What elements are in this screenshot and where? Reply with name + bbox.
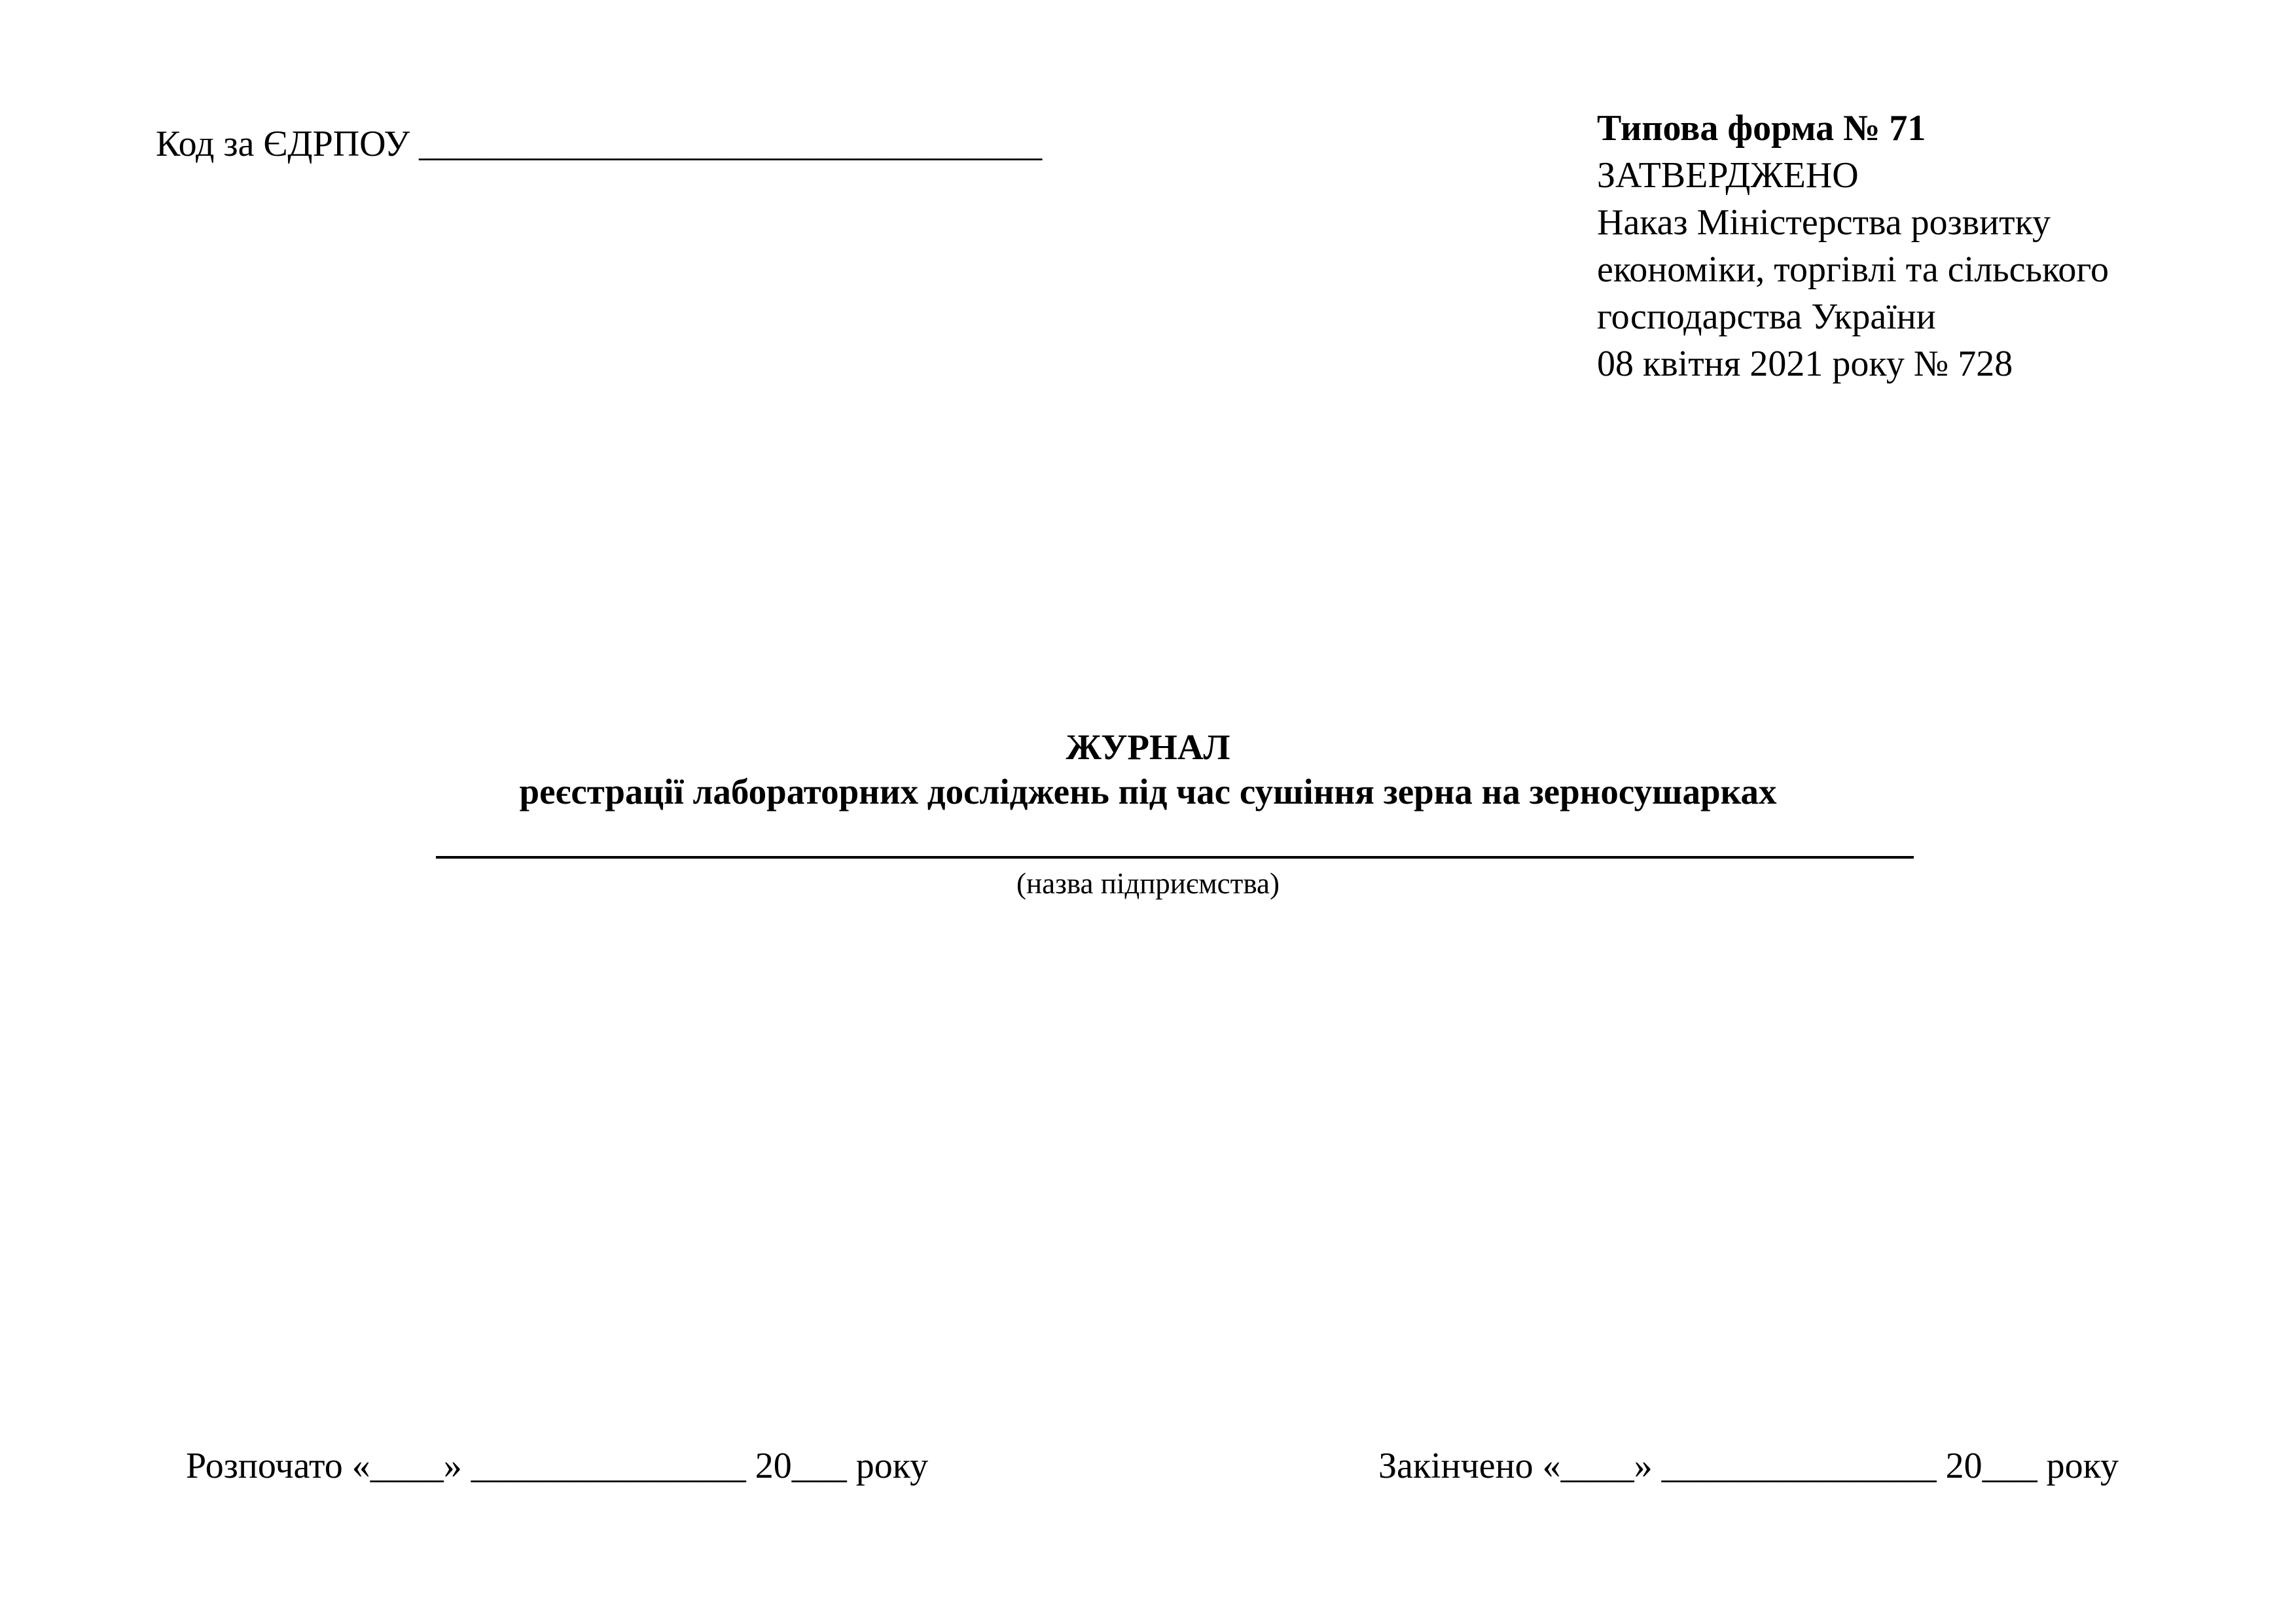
journal-title: ЖУРНАЛ [1066,727,1230,767]
edrpou-code-field: Код за ЄДРПОУ __________________________________ [156,124,1043,164]
company-name-line [436,856,1914,859]
finished-date-field: Закінчено «____» _______________ 20___ року [1378,1446,2119,1486]
form-number: Типова форма № 71 [1597,108,1926,149]
approved-stamp-text: ЗАТВЕРДЖЕНО [1597,155,1859,196]
order-line-1: Наказ Міністерства розвитку [1597,202,2051,243]
approval-block [1597,105,2109,387]
started-date-field: Розпочато «____» _______________ 20___ року [186,1446,929,1486]
journal-title-block [0,725,2296,814]
order-line-2: економіки, торгівлі та сільського [1597,249,2109,290]
order-date: 08 квітня 2021 року № 728 [1597,344,2013,384]
company-name-caption: (назва підприємства) [1016,867,1280,900]
journal-subtitle: реєстрації лабораторних досліджень під час сушіння зерна на зерносушарках [519,772,1777,812]
order-line-3: господарства України [1597,296,1936,337]
